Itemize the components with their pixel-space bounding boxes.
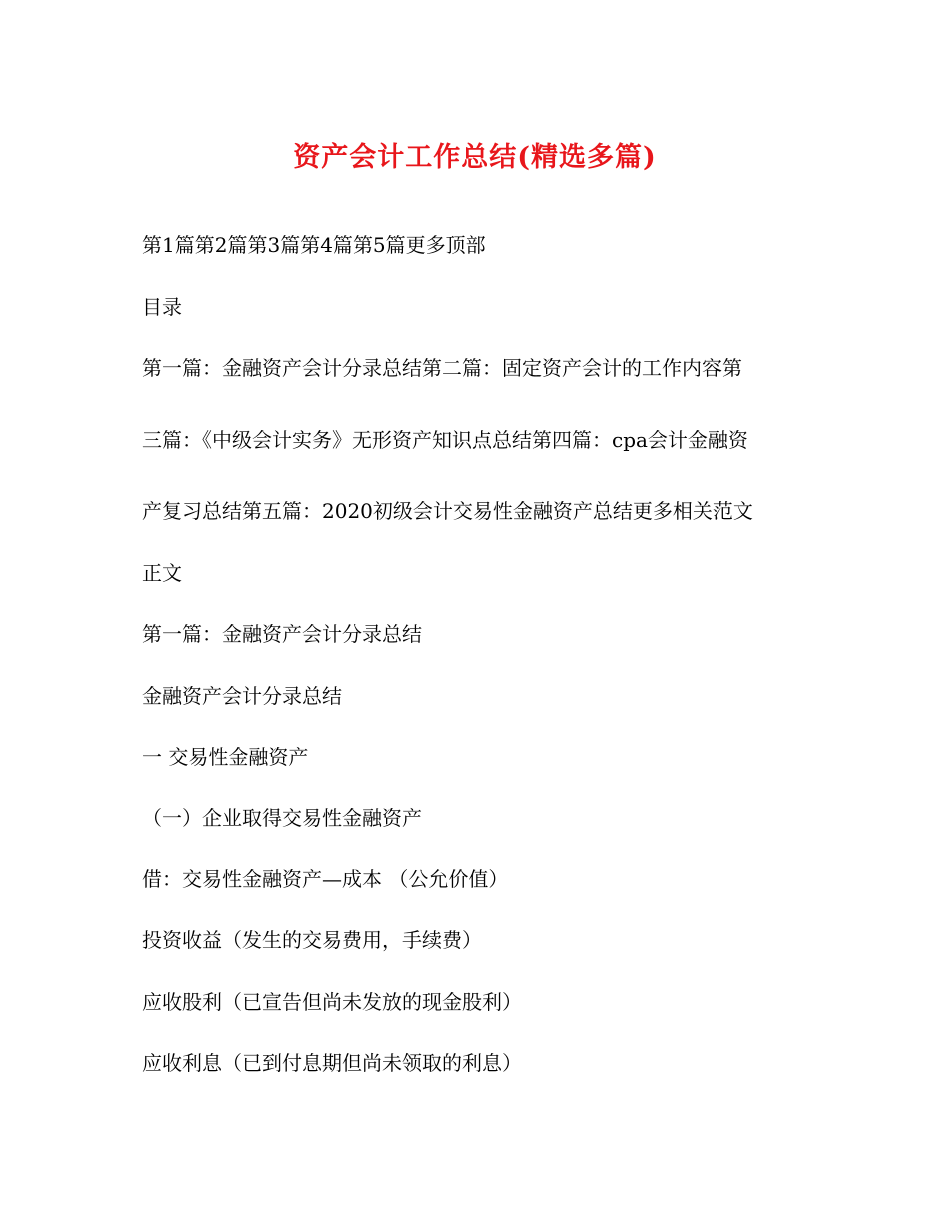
- toc-heading: 目录: [142, 295, 182, 319]
- entry-line-1: 借：交易性金融资产—成本 （公允价值）: [142, 867, 509, 891]
- toc-line-1: 第一篇：金融资产会计分录总结第二篇：固定资产会计的工作内容第: [142, 356, 742, 380]
- section-heading: 一 交易性金融资产: [142, 745, 309, 769]
- part1-subtitle: 金融资产会计分录总结: [142, 684, 342, 708]
- toc-line-3: 产复习总结第五篇：2020初级会计交易性金融资产总结更多相关范文: [142, 499, 753, 523]
- nav-link-part-1[interactable]: 第1篇: [142, 233, 195, 257]
- subsection-heading: （一）企业取得交易性金融资产: [142, 806, 422, 830]
- document-title: 资产会计工作总结(精选多篇): [293, 142, 657, 173]
- nav-link-part-5[interactable]: 第5篇: [352, 233, 406, 257]
- article-nav: [142, 230, 486, 260]
- body-heading: 正文: [142, 561, 182, 585]
- entry-line-4: 应收利息（已到付息期但尚未领取的利息）: [142, 1051, 522, 1075]
- nav-link-part-4[interactable]: 第4篇: [300, 233, 353, 257]
- nav-link-part-3[interactable]: 第3篇: [247, 233, 301, 257]
- entry-line-3: 应收股利（已宣告但尚未发放的现金股利）: [142, 990, 522, 1014]
- entry-line-2: 投资收益（发生的交易费用，手续费）: [142, 928, 482, 952]
- nav-link-top[interactable]: 顶部: [445, 233, 486, 257]
- toc-line-2: 三篇：《中级会计实务》无形资产知识点总结第四篇：cpa会计金融资: [142, 428, 748, 452]
- nav-link-part-2[interactable]: 第2篇: [194, 233, 248, 257]
- part1-heading: 第一篇：金融资产会计分录总结: [142, 622, 422, 646]
- nav-link-more[interactable]: 更多: [405, 233, 446, 257]
